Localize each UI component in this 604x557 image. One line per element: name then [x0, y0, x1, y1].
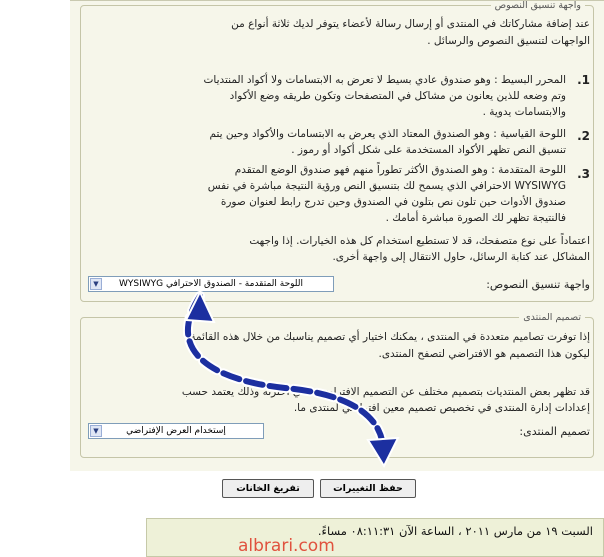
watermark-text: albrari.com — [238, 536, 335, 556]
editor-intro-line1: عند إضافة مشاركاتك في المنتدى أو إرسال رسالة لأعضاء يتوفر لديك ثلاثة أنواع من — [231, 18, 590, 30]
forum-style-select[interactable] — [88, 423, 264, 439]
item-1-line1: المحرر البسيط : وهو صندوق عادي بسيط لا تعرض به الابتسامات ولا أكواد المنتديات — [203, 74, 566, 86]
style-para1-line1: إذا توفرت تصاميم متعددة في المنتدى ، يمكنك اختيار أي تصميم يناسبك من خلال هذه القائمة — [190, 331, 590, 343]
style-para2-line1: قد تظهر بعض المنتديات بتصميم مختلف عن التصميم الافتراضي الذي اخترته وذلك يعتمد حسب — [181, 386, 590, 398]
editor-note-line2: المشاكل عند كتابة الرسائل، حاول الانتقال إلى واجهة أخرى. — [332, 251, 590, 263]
item-3-line1: اللوحة المتقدمة : وهو الصندوق الأكثر تطوراً منهم فهو صندوق الوضع المتقدم — [234, 164, 566, 176]
item-2-line2: تنسيق النص تظهر الأكواد المستخدمة على شكل أكواد أو رموز . — [291, 144, 566, 156]
style-para2-line2: إعدادات إدارة المنتدى في تخصيص تصميم معين افتراضي لمنتدى ما. — [293, 402, 590, 414]
editor-interface-label: واجهة تنسيق النصوص: — [486, 278, 590, 291]
save-changes-button[interactable]: حفظ التغييرات — [320, 479, 416, 498]
editor-interface-legend: واجهة تنسيق النصوص — [494, 0, 581, 11]
item-3-line3: صندوق الأدوات حين تلون نص بتلون في الصندوق وحين تدرج رابط لعنوان صورة — [220, 196, 566, 208]
forum-style-label: تصميم المنتدى: — [519, 425, 590, 438]
item-1-line2: وتم وضعه للذين يعانون من مشاكل في المتصفحات وتكون طريقه وضع الأكواد — [229, 90, 566, 102]
item-2-line1: اللوحة القياسية : وهو الصندوق المعتاد الذي يعرض به الابتسامات والأكواد وحين يتم — [209, 128, 566, 140]
item-number-3: 3. — [577, 167, 590, 181]
footer-datetime: السبت ١٩ من مارس ٢٠١١ ، الساعة الآن ٠٨:١١:٣١ مساءً. — [317, 524, 593, 538]
chevron-down-icon[interactable]: ▼ — [90, 278, 102, 290]
item-number-2: 2. — [577, 129, 590, 143]
editor-note-line1: اعتماداً على نوع متصفحك، قد لا تستطيع استخدام كل هذه الخيارات. إذا واجهت — [249, 235, 590, 247]
editor-interface-selected-value: اللوحة المتقدمة - الصندوق الاحترافي WYSIWYG — [118, 279, 304, 289]
reset-fields-button[interactable]: تفريغ الخانات — [222, 479, 314, 498]
forum-style-selected-value: إستخدام العرض الإفتراضي — [126, 426, 226, 436]
footer-datetime-bar — [146, 518, 604, 557]
chevron-down-icon[interactable]: ▼ — [90, 425, 102, 437]
editor-interface-select[interactable] — [88, 276, 334, 292]
item-3-line4: فالنتيجة تظهر لك الصورة مباشرة أمامك . — [385, 212, 566, 224]
forum-style-legend: تصميم المنتدى — [523, 312, 581, 323]
item-number-1: 1. — [577, 73, 590, 87]
style-para1-line2: ليكون هذا التصميم هو الافتراضي لتصفح المنتدى. — [378, 348, 590, 360]
item-3-line2: WYSIWYG الاحترافي الذي يسمح لك بتنسيق النص ورؤية النتيجة مباشرة في نفس — [207, 180, 566, 192]
item-1-line3: والابتسامات يدوية . — [482, 106, 566, 118]
editor-intro-line2: الواجهات لتنسيق النصوص والرسائل . — [427, 35, 590, 47]
